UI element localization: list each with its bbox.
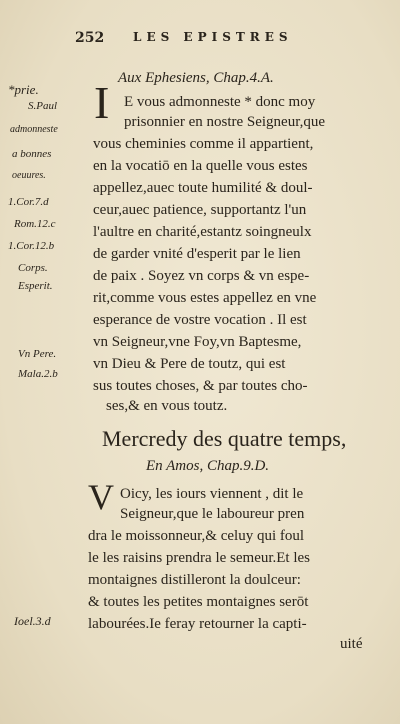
- drop-initial: I: [94, 77, 110, 128]
- text-line: & toutes les petites montaignes serōt: [88, 594, 309, 610]
- text-line: montaignes distilleront la doulceur:: [88, 572, 301, 588]
- text-line: appellez,auec toute humilité & doul-: [93, 180, 313, 196]
- margin-note: admonneste: [10, 124, 58, 135]
- text-line: de garder vnité d'esperit par le lien: [93, 246, 301, 262]
- margin-note: S.Paul: [28, 100, 58, 112]
- text-line: labourées.Ie feray retourner la capti-: [88, 616, 307, 632]
- section-title: Mercredy des quatre temps,: [102, 426, 347, 451]
- margin-note: Rom.12.c: [14, 218, 56, 230]
- chapter-reference: En Amos, Chap.9.D.: [146, 458, 270, 474]
- page-header: [75, 30, 365, 54]
- text-line: ceur,auec patience, supportantz l'un: [93, 202, 307, 218]
- margin-note: a bonnes: [12, 148, 52, 160]
- text-line: vous cheminies comme il appartient,: [93, 136, 314, 152]
- text-line: le les raisins prendra le semeur.Et les: [88, 550, 311, 566]
- text-line: rit,comme vous estes appellez en vne: [93, 290, 317, 306]
- text-line: E vous admonneste * donc moy: [124, 94, 316, 110]
- margin-note: 1.Cor.7.d: [8, 196, 49, 208]
- text-line: vn Seigneur,vne Foy,vn Baptesme,: [93, 334, 302, 350]
- margin-note: Mala.2.b: [18, 368, 58, 380]
- margin-note: *prie.: [8, 82, 39, 97]
- text-line: vn Dieu & Pere de toutz, qui est: [93, 356, 286, 372]
- text-line: sus toutes choses, & par toutes cho-: [93, 378, 308, 394]
- text-line: dra le moissonneur,& celuy qui foul: [88, 528, 305, 544]
- running-title: LES EPISTRES: [133, 30, 293, 44]
- text-line: Oicy, les iours viennent , dit le: [120, 486, 304, 502]
- margin-note: Ioel.3.d: [14, 614, 51, 628]
- text-line: prisonnier en nostre Seigneur,que: [124, 114, 326, 130]
- margin-note: oeuures.: [12, 170, 46, 181]
- margin-note: 1.Cor.12.b: [8, 240, 55, 252]
- text-line: esperance de vostre vocation . Il est: [93, 312, 307, 328]
- text-line: l'aultre en charité,estantz soingneulx: [93, 224, 312, 240]
- drop-initial: V: [88, 477, 114, 517]
- text-line: de paix . Soyez vn corps & vn espe-: [93, 268, 310, 284]
- text-line: Seigneur,que le laboureur pren: [120, 506, 305, 522]
- margin-note: Corps.: [18, 262, 48, 274]
- chapter-reference: Aux Ephesiens, Chap.4.A.: [118, 70, 274, 86]
- margin-note: Esperit.: [18, 280, 53, 292]
- catchword: uité: [340, 636, 363, 652]
- page-number: 252: [75, 30, 105, 46]
- text-line: ses,& en vous toutz.: [106, 398, 228, 414]
- text-line: en la vocatiō en la quelle vous estes: [93, 158, 308, 174]
- margin-note: Vn Pere.: [18, 348, 57, 360]
